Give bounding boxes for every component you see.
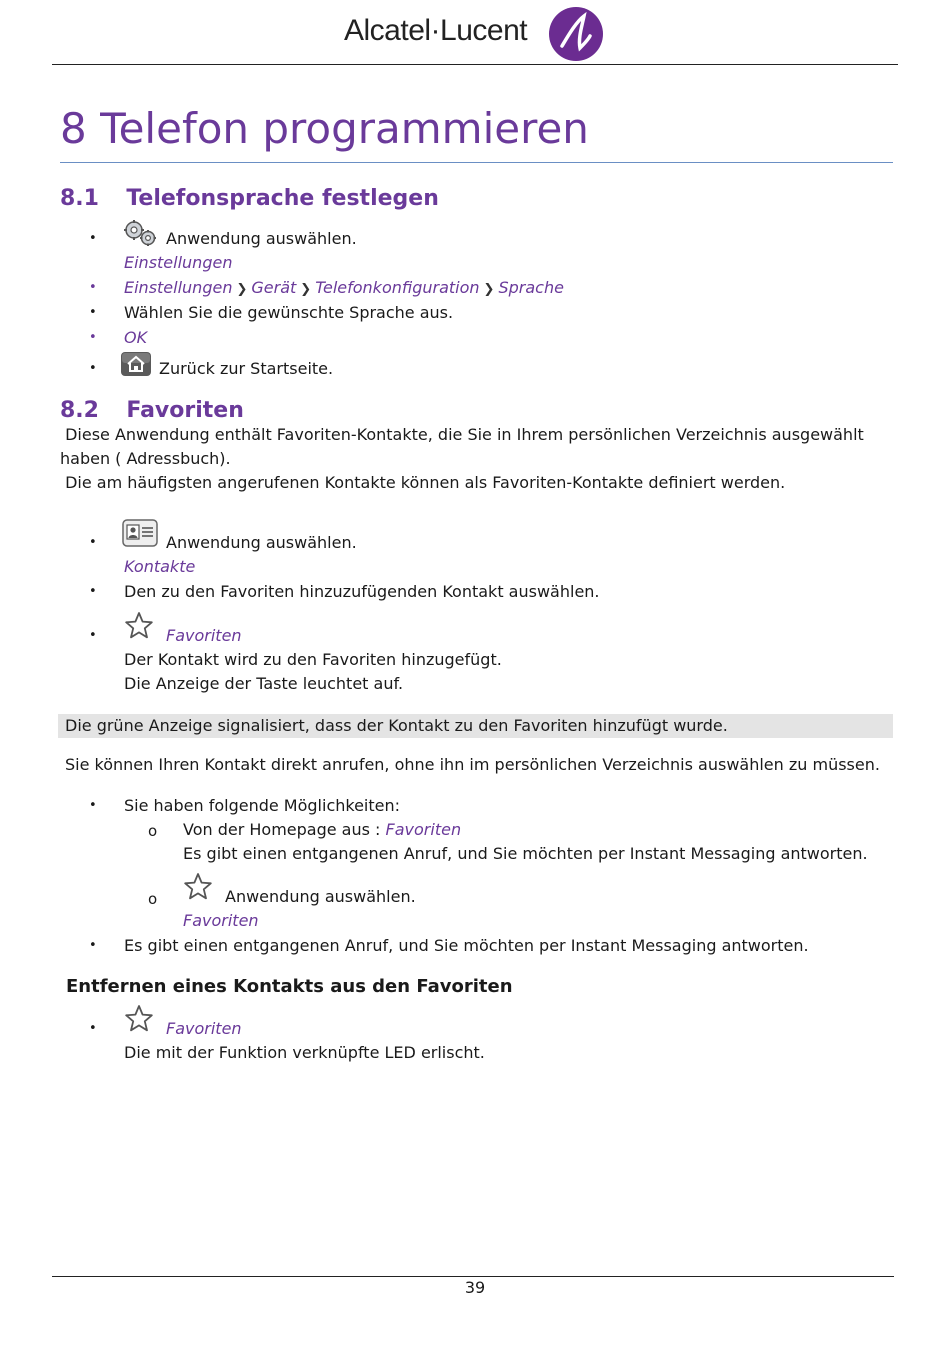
- chevron-right-icon: ❯: [236, 282, 248, 297]
- intro-text: Diese Anwendung enthält Favoriten-Kontakte, die Sie in Ihrem persönlichen Verzeichnis ausgewählt: [60, 425, 864, 444]
- step-text: Es gibt einen entgangenen Anruf, und Sie möchten per Instant Messaging antworten.: [124, 936, 809, 955]
- path-item: Sprache: [498, 278, 564, 297]
- step-text: Anwendung auswählen.: [166, 229, 357, 248]
- bullet: •: [89, 798, 97, 813]
- path-item: Gerät: [251, 278, 297, 297]
- section-heading-8-2: [60, 398, 244, 423]
- path-item: Einstellungen: [124, 278, 233, 297]
- ok-label: OK: [124, 328, 148, 347]
- bullet: •: [89, 361, 97, 376]
- bullet: •: [89, 330, 97, 345]
- note-text: Die grüne Anzeige signalisiert, dass der Kontakt zu den Favoriten hinzufügt wurde.: [65, 716, 728, 735]
- star-icon: [124, 611, 154, 639]
- section-title: Favoriten: [126, 398, 244, 423]
- star-icon: [183, 872, 213, 900]
- paragraph-text: Sie können Ihren Kontakt direkt anrufen, ohne ihn im persönlichen Verzeichnis auswählen zu müssen.: [65, 755, 880, 774]
- section-number: 8.2: [60, 398, 99, 423]
- bullet: •: [89, 535, 97, 550]
- sub-step-text: Von der Homepage aus :: [183, 820, 386, 839]
- chevron-right-icon: ❯: [483, 282, 495, 297]
- bullet: •: [89, 231, 97, 246]
- step-text: Den zu den Favoriten hinzuzufügenden Kontakt auswählen.: [124, 582, 600, 601]
- favoriten-label: Favoriten: [183, 911, 259, 930]
- intro-text: Die am häufigsten angerufenen Kontakte können als Favoriten-Kontakte definiert werden.: [60, 473, 786, 492]
- bullet: •: [89, 584, 97, 599]
- path-item: Telefonkonfiguration: [315, 278, 480, 297]
- step-text: Wählen Sie die gewünschte Sprache aus.: [124, 303, 454, 322]
- step-text: Anwendung auswählen.: [166, 533, 357, 552]
- step-text: Die Anzeige der Taste leuchtet auf.: [124, 674, 404, 693]
- home-icon: [120, 351, 152, 377]
- chapter-title: 8 Telefon programmieren: [60, 104, 589, 153]
- contacts-card-icon: [122, 519, 158, 547]
- star-icon: [124, 1004, 154, 1032]
- bullet: •: [89, 1021, 97, 1036]
- header-rule: [52, 64, 898, 65]
- chapter-rule: [60, 162, 893, 163]
- subsection-heading: Entfernen eines Kontakts aus den Favoriten: [66, 976, 513, 997]
- bullet: •: [89, 305, 97, 320]
- menu-label-kontakte: Kontakte: [124, 557, 196, 576]
- alcatel-lucent-logo-icon: [548, 6, 604, 62]
- sub-step-text: Anwendung auswählen.: [225, 887, 416, 906]
- step-text: Sie haben folgende Möglichkeiten:: [124, 796, 401, 815]
- brand-logo-text: Alcatel·Lucent: [344, 14, 528, 47]
- sub-bullet: o: [148, 822, 158, 840]
- step-text: Zurück zur Startseite.: [159, 359, 334, 378]
- chevron-right-icon: ❯: [300, 282, 312, 297]
- sub-step: [183, 818, 461, 842]
- page-number: 39: [464, 1278, 486, 1297]
- favoriten-label: Favoriten: [166, 1019, 242, 1038]
- sub-step-text: Es gibt einen entgangenen Anruf, und Sie möchten per Instant Messaging antworten.: [183, 844, 868, 863]
- bullet: •: [89, 628, 97, 643]
- section-heading-8-1: [60, 186, 439, 211]
- bullet: •: [89, 280, 97, 295]
- menu-path: [124, 276, 564, 302]
- sub-bullet: o: [148, 890, 158, 908]
- bullet: •: [89, 938, 97, 953]
- step-text: Der Kontakt wird zu den Favoriten hinzugefügt.: [124, 650, 502, 669]
- step-text: Die mit der Funktion verknüpfte LED erlischt.: [124, 1043, 485, 1062]
- intro-text: haben ( Adressbuch).: [60, 449, 231, 468]
- section-number: 8.1: [60, 186, 99, 211]
- menu-label-einstellungen: Einstellungen: [124, 253, 233, 272]
- section-title: Telefonsprache festlegen: [126, 186, 439, 211]
- favoriten-label: Favoriten: [385, 820, 462, 839]
- favoriten-label: Favoriten: [166, 626, 242, 645]
- settings-gears-icon: [122, 218, 158, 248]
